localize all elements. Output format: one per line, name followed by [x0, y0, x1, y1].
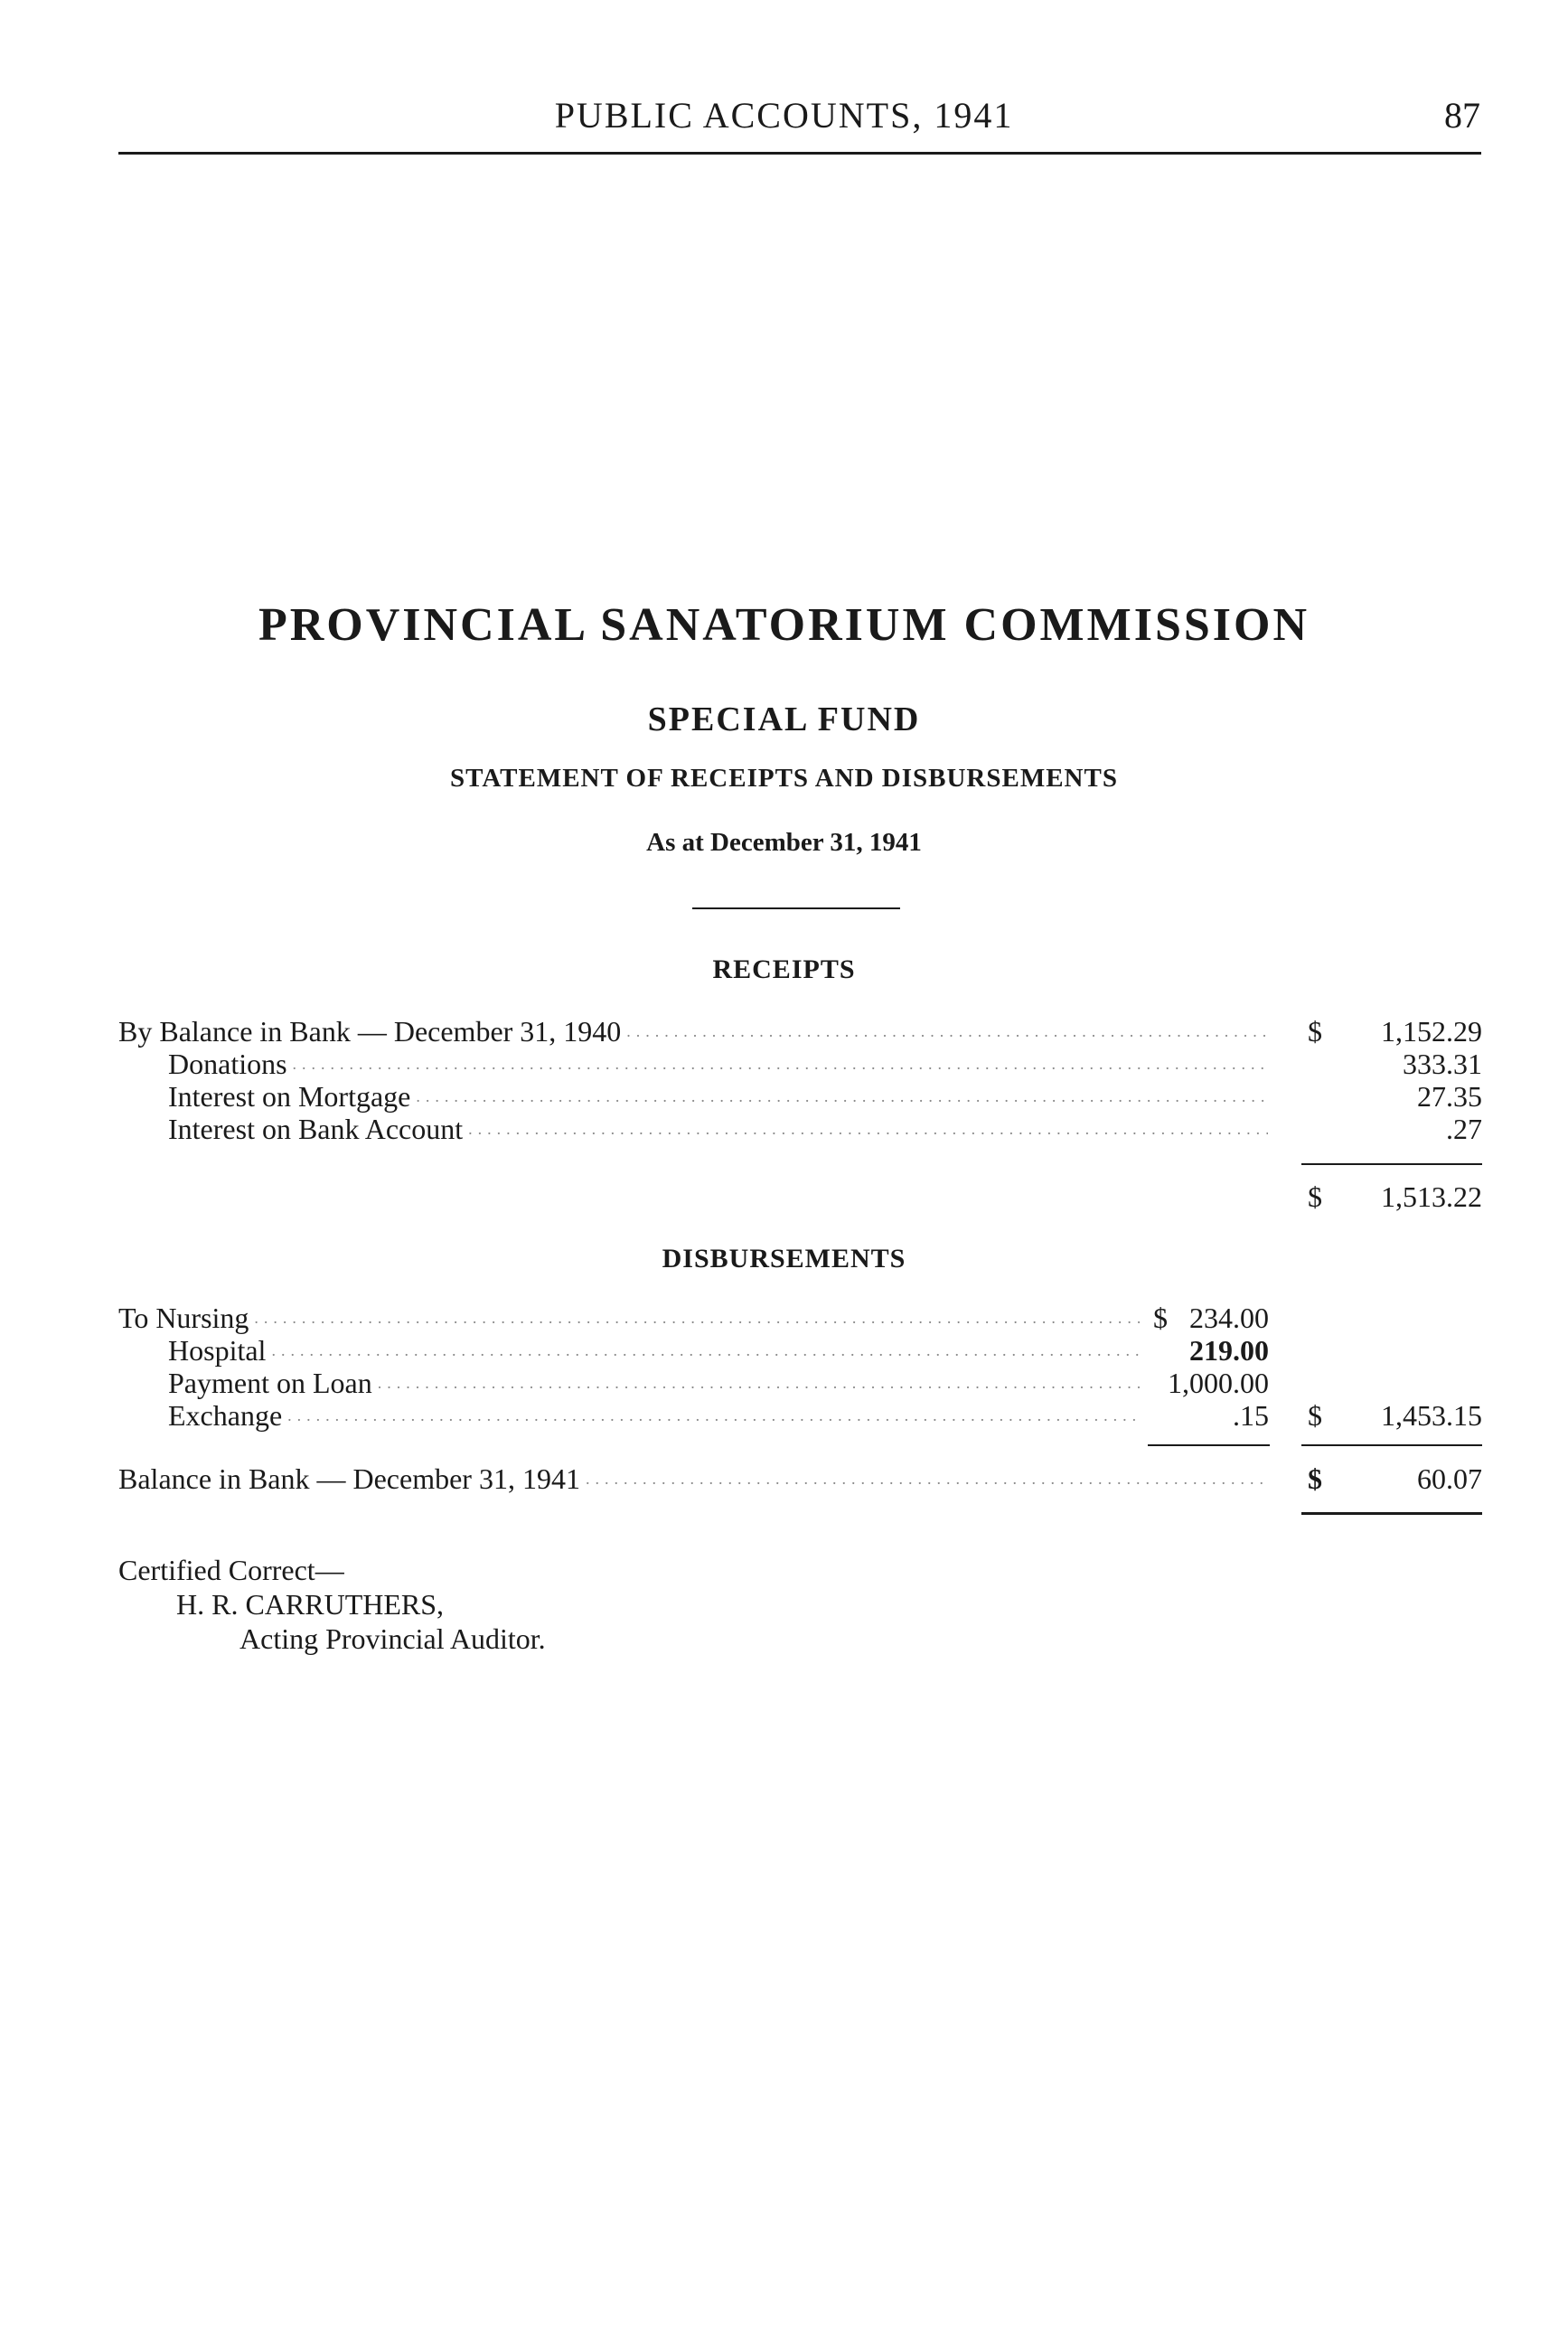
- dollar-sign: $: [1308, 1462, 1322, 1495]
- disbursement-row: [0, 1334, 1568, 1367]
- disbursement-row: [0, 1302, 1568, 1334]
- sub-title: SPECIAL FUND: [647, 700, 921, 738]
- receipt-amount: 333.31: [1403, 1048, 1482, 1080]
- header-rule: [118, 152, 1481, 155]
- disbursement-amount: .15: [1233, 1399, 1269, 1432]
- title-divider: [692, 907, 900, 909]
- running-title: PUBLIC ACCOUNTS, 1941: [554, 95, 1014, 136]
- disbursement-row: [0, 1399, 1568, 1432]
- certification-line: Certified Correct—: [118, 1554, 344, 1586]
- disbursements-heading: DISBURSEMENTS: [662, 1244, 906, 1274]
- receipts-total: 1,513.22: [1381, 1180, 1482, 1213]
- disbursements-total: 1,453.15: [1381, 1399, 1482, 1432]
- dollar-sign: $: [1308, 1180, 1322, 1213]
- balance-label: Balance in Bank — December 31, 1941 .....: [118, 1462, 1268, 1495]
- disbursement-row: [0, 1367, 1568, 1399]
- disbursement-label: To Nursing .....: [118, 1302, 1140, 1334]
- receipt-label: Donations .....: [168, 1048, 1268, 1080]
- receipt-row: [0, 1113, 1568, 1145]
- balance-amount: 60.07: [1417, 1462, 1482, 1495]
- balance-row: [0, 1462, 1568, 1495]
- page-number: 87: [1444, 95, 1480, 136]
- receipts-sum-rule: [1301, 1163, 1482, 1165]
- receipt-row: [0, 1015, 1568, 1048]
- auditor-title: Acting Provincial Auditor.: [239, 1622, 546, 1655]
- auditor-name: H. R. CARRUTHERS,: [176, 1588, 445, 1621]
- receipt-amount: 1,152.29: [1381, 1015, 1482, 1048]
- disbursement-amount: 234.00: [1189, 1302, 1269, 1334]
- receipt-row: [0, 1080, 1568, 1113]
- receipt-amount: 27.35: [1417, 1080, 1482, 1113]
- dollar-sign: $: [1153, 1302, 1168, 1334]
- disbursements-total-rule: [1301, 1444, 1482, 1446]
- disbursement-label: Hospital .....: [168, 1334, 1140, 1367]
- disbursement-amount: 1,000.00: [1168, 1367, 1269, 1399]
- receipt-amount: .27: [1446, 1113, 1482, 1145]
- disbursements-sum-rule: [1148, 1444, 1270, 1446]
- dollar-sign: $: [1308, 1399, 1322, 1432]
- receipt-row: [0, 1048, 1568, 1080]
- main-title: PROVINCIAL SANATORIUM COMMISSION: [258, 599, 1310, 651]
- receipts-heading: RECEIPTS: [712, 954, 856, 984]
- dollar-sign: $: [1308, 1015, 1322, 1048]
- receipt-label: Interest on Bank Account .....: [168, 1113, 1268, 1145]
- receipts-total-row: [0, 1180, 1568, 1213]
- balance-double-rule: [1301, 1512, 1482, 1515]
- receipt-label: Interest on Mortgage .....: [168, 1080, 1268, 1113]
- disbursement-label: Exchange .....: [168, 1399, 1140, 1432]
- receipt-label: By Balance in Bank — December 31, 1940 .....: [118, 1015, 1268, 1048]
- disbursement-label: Payment on Loan .....: [168, 1367, 1140, 1399]
- statement-date: As at December 31, 1941: [646, 828, 922, 857]
- disbursement-amount: 219.00: [1189, 1334, 1269, 1367]
- statement-title: STATEMENT OF RECEIPTS AND DISBURSEMENTS: [450, 764, 1118, 793]
